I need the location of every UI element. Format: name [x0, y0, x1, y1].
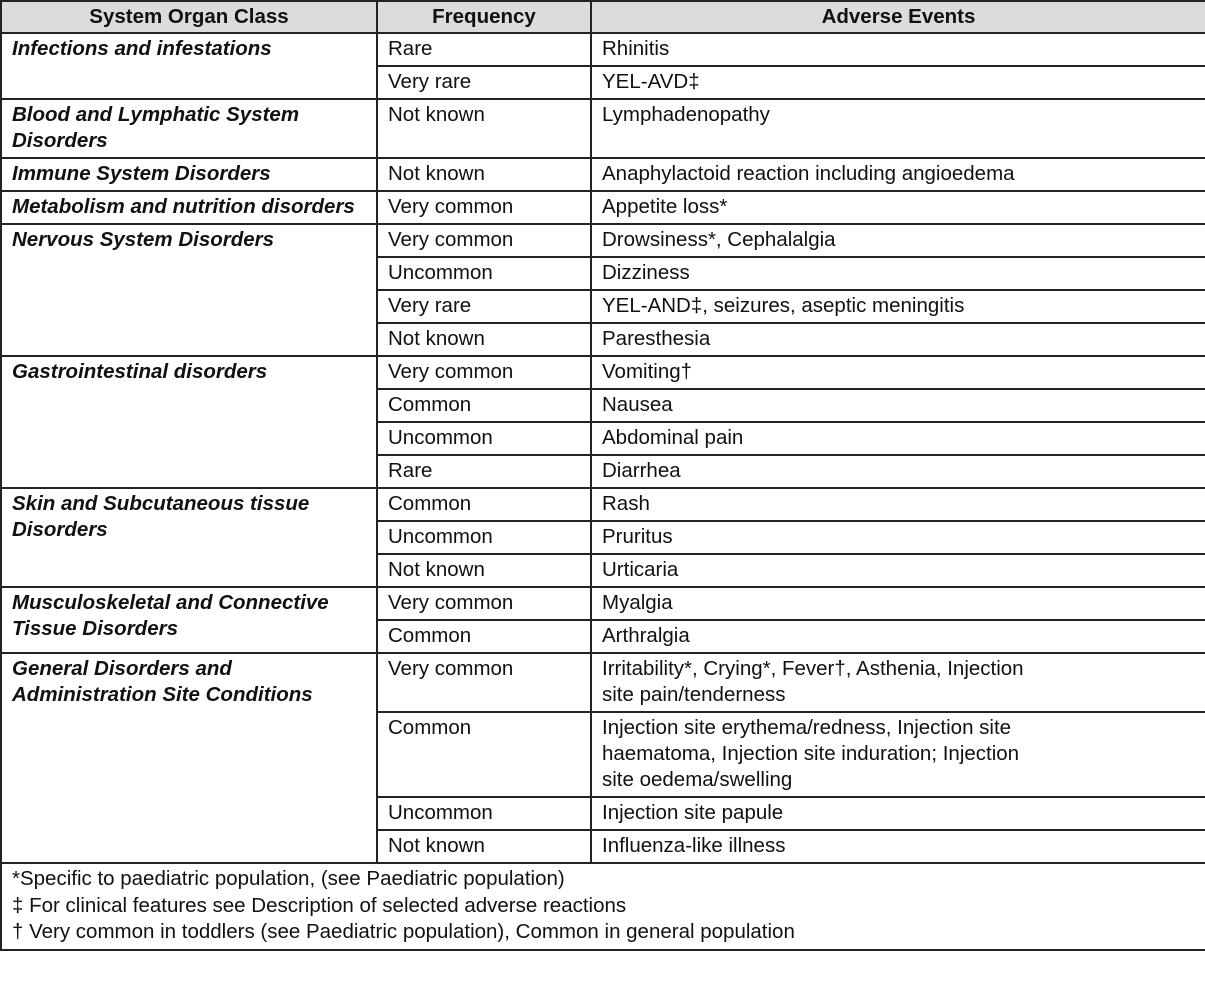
- adverse-events-cell: Pruritus: [591, 521, 1205, 554]
- adverse-events-cell: Drowsiness*, Cephalalgia: [591, 224, 1205, 257]
- frequency-cell: Rare: [377, 455, 591, 488]
- frequency-cell: Common: [377, 488, 591, 521]
- table-row: [1, 653, 1205, 712]
- table-row: [1, 33, 1205, 66]
- frequency-cell: Rare: [377, 33, 591, 66]
- adverse-events-cell: Arthralgia: [591, 620, 1205, 653]
- system-organ-class-cell: General Disorders and Administration Site Conditions: [1, 653, 377, 863]
- system-organ-class-cell: Infections and infestations: [1, 33, 377, 99]
- adverse-events-cell: Vomiting†: [591, 356, 1205, 389]
- header-system-organ-class: System Organ Class: [1, 1, 377, 33]
- footnote-asterisk: *Specific to paediatric population, (see Paediatric population): [12, 867, 565, 890]
- adverse-events-cell: Abdominal pain: [591, 422, 1205, 455]
- frequency-cell: Very common: [377, 356, 591, 389]
- header-row: [1, 1, 1205, 33]
- header-adverse-events: Adverse Events: [591, 1, 1205, 33]
- frequency-cell: Not known: [377, 830, 591, 863]
- frequency-cell: Very common: [377, 191, 591, 224]
- frequency-cell: Not known: [377, 323, 591, 356]
- adverse-events-cell: Injection site erythema/redness, Injection site haematoma, Injection site induration; Injection site oedema/swelling: [591, 712, 1205, 797]
- frequency-cell: Very common: [377, 653, 591, 712]
- adverse-events-cell: Dizziness: [591, 257, 1205, 290]
- footnote-dagger: † Very common in toddlers (see Paediatric population), Common in general population: [12, 920, 795, 943]
- frequency-cell: Uncommon: [377, 521, 591, 554]
- system-organ-class-cell: Gastrointestinal disorders: [1, 356, 377, 488]
- adverse-events-cell: Irritability*, Crying*, Fever†, Asthenia, Injection site pain/tenderness: [591, 653, 1205, 712]
- table-row: [1, 488, 1205, 521]
- adverse-events-cell: YEL-AVD‡: [591, 66, 1205, 99]
- adverse-events-cell: Nausea: [591, 389, 1205, 422]
- frequency-cell: Very rare: [377, 290, 591, 323]
- adverse-events-cell: Diarrhea: [591, 455, 1205, 488]
- table-row: [1, 356, 1205, 389]
- system-organ-class-cell: Musculoskeletal and Connective Tissue Disorders: [1, 587, 377, 653]
- frequency-cell: Very common: [377, 587, 591, 620]
- frequency-cell: Uncommon: [377, 422, 591, 455]
- adverse-events-cell: Urticaria: [591, 554, 1205, 587]
- adverse-events-cell: Paresthesia: [591, 323, 1205, 356]
- footnote-double-dagger: ‡ For clinical features see Description of selected adverse reactions: [12, 893, 627, 917]
- system-organ-class-cell: Nervous System Disorders: [1, 224, 377, 356]
- frequency-cell: Not known: [377, 158, 591, 191]
- table-row: [1, 99, 1205, 158]
- frequency-cell: Very rare: [377, 66, 591, 99]
- table-row: [1, 158, 1205, 191]
- system-organ-class-cell: Skin and Subcutaneous tissue Disorders: [1, 488, 377, 587]
- footnotes-cell: [1, 863, 1205, 950]
- frequency-cell: Common: [377, 620, 591, 653]
- system-organ-class-cell: Metabolism and nutrition disorders: [1, 191, 377, 224]
- adverse-events-cell: YEL-AND‡, seizures, aseptic meningitis: [591, 290, 1205, 323]
- frequency-cell: Very common: [377, 224, 591, 257]
- frequency-cell: Common: [377, 389, 591, 422]
- table-row: [1, 587, 1205, 620]
- table-row: [1, 191, 1205, 224]
- header-frequency: Frequency: [377, 1, 591, 33]
- table-row: [1, 224, 1205, 257]
- frequency-cell: Common: [377, 712, 591, 797]
- system-organ-class-cell: Blood and Lymphatic System Disorders: [1, 99, 377, 158]
- adverse-events-cell: Appetite loss*: [591, 191, 1205, 224]
- system-organ-class-cell: Immune System Disorders: [1, 158, 377, 191]
- adverse-events-cell: Anaphylactoid reaction including angioedema: [591, 158, 1205, 191]
- table-body: [1, 33, 1205, 863]
- frequency-cell: Uncommon: [377, 797, 591, 830]
- adverse-events-cell: Myalgia: [591, 587, 1205, 620]
- adverse-events-cell: Rhinitis: [591, 33, 1205, 66]
- frequency-cell: Not known: [377, 99, 591, 158]
- frequency-cell: Not known: [377, 554, 591, 587]
- adverse-events-cell: Lymphadenopathy: [591, 99, 1205, 158]
- adverse-events-cell: Injection site papule: [591, 797, 1205, 830]
- footnote-row: [1, 863, 1205, 950]
- frequency-cell: Uncommon: [377, 257, 591, 290]
- adverse-events-cell: Influenza-like illness: [591, 830, 1205, 863]
- adverse-events-cell: Rash: [591, 488, 1205, 521]
